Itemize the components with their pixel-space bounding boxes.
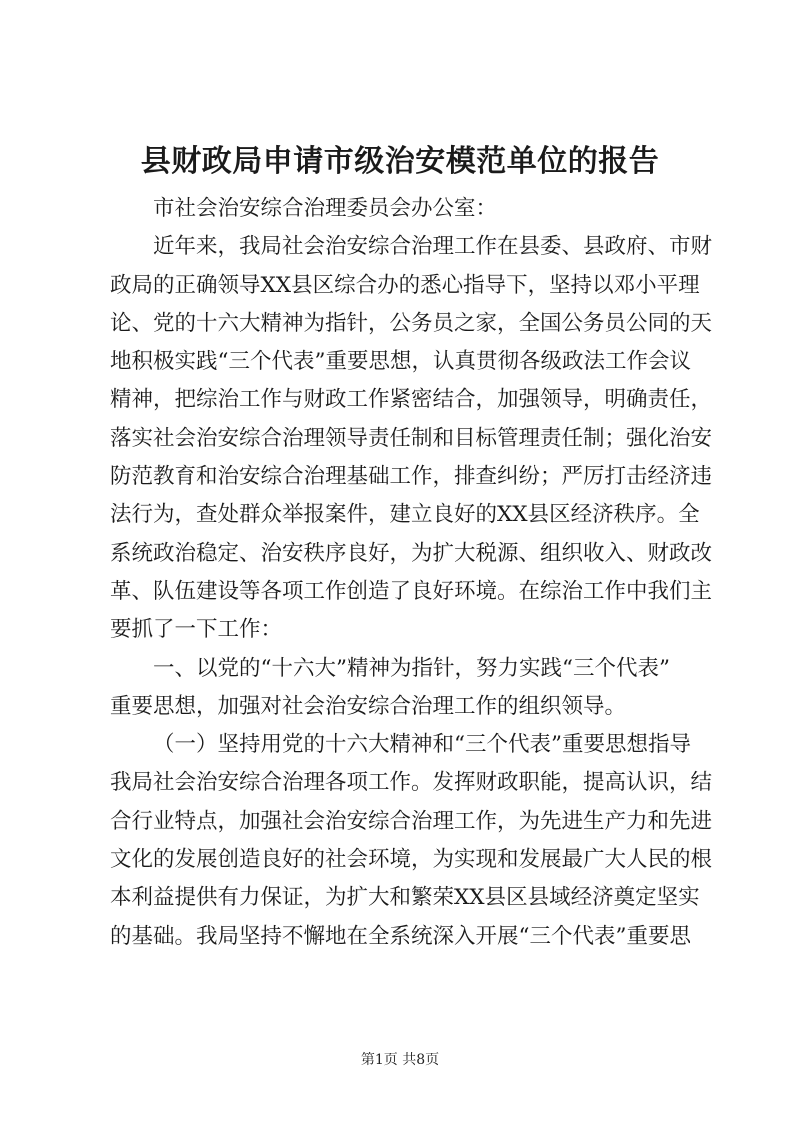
- paragraph-line: 论、党的十六大精神为指针，公务员之家，全国公务员公同的天: [110, 310, 713, 336]
- paragraph-line: 革、队伍建设等各项工作创造了良好环境。在综治工作中我们主: [110, 578, 713, 604]
- paragraph-line: 系统政治稳定、治安秩序良好，为扩大税源、组织收入、财政改: [110, 540, 713, 566]
- document-body: [110, 190, 713, 956]
- page-number-footer: 第1页 共8页: [360, 1052, 440, 1068]
- paragraph-line: 我局社会治安综合治理各项工作。发挥财政职能，提高认识，结: [110, 770, 713, 796]
- paragraph-line: 法行为，查处群众举报案件，建立良好的XX县区经济秩序。全: [110, 502, 700, 528]
- paragraph-line: 落实社会治安综合治理领导责任制和目标管理责任制；强化治安: [110, 425, 713, 451]
- paragraph-line: 合行业特点，加强社会治安综合治理工作，为先进生产力和先进: [110, 808, 713, 834]
- paragraph-line: 防范教育和治安综合治理基础工作，排查纠纷；严厉打击经济违: [110, 464, 713, 490]
- salutation-line: 市社会治安综合治理委员会办公室：: [153, 196, 498, 221]
- paragraph-line: （一）坚持用党的十六大精神和“三个代表”重要思想指导: [153, 732, 691, 758]
- paragraph-line: 本利益提供有力保证，为扩大和繁荣XX县区县域经济奠定坚实: [110, 885, 700, 911]
- paragraph-line: 的基础。我局坚持不懈地在全系统深入开展“三个代表”重要思: [110, 923, 691, 949]
- document-title: 县财政局申请市级治安模范单位的报告: [140, 144, 660, 179]
- paragraph-line: 政局的正确领导XX县区综合办的悉心指导下，坚持以邓小平理: [110, 272, 700, 298]
- paragraph-line: 近年来，我局社会治安综合治理工作在县委、县政府、市财: [153, 234, 713, 260]
- section-heading-line: 重要思想，加强对社会治安综合治理工作的组织领导。: [110, 693, 627, 719]
- paragraph-line: 要抓了一下工作：: [110, 617, 283, 643]
- paragraph-line: 精神，把综治工作与财政工作紧密结合，加强领导，明确责任，: [110, 387, 713, 413]
- paragraph-line: 文化的发展创造良好的社会环境，为实现和发展最广大人民的根: [110, 847, 713, 873]
- paragraph-line: 地积极实践“三个代表”重要思想，认真贯彻各级政法工作会议: [110, 349, 691, 375]
- section-heading-line: 一、以党的“十六大”精神为指针，努力实践“三个代表”: [153, 655, 670, 681]
